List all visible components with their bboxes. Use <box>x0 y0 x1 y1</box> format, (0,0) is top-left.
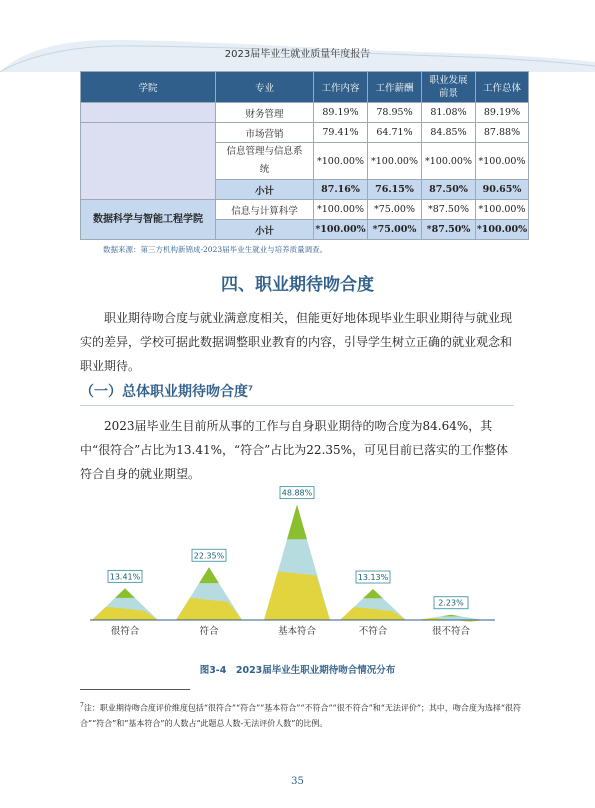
section-intro: 职业期待吻合度与就业满意度相关，但能更好地体现毕业生职业期待与就业现实的差异，学校可据此数据调整职业教育的内容，引导学生树立正确的就业观念和职业期待。 <box>80 311 513 373</box>
chart-bar-top <box>287 505 307 540</box>
major-cell: 市场营销 <box>216 123 314 143</box>
value-cell: *100.00% <box>476 143 529 180</box>
subsection-body: 2023届毕业生目前所从事的工作与自身职业期待的吻合度为84.64%，其中“很符合”占比为13.41%，“符合”占比为22.35%，可见目前已落实的工作整体符合自身的就业期望。 <box>80 419 509 481</box>
major-cell: 小计 <box>216 180 314 200</box>
value-cell: *100.00% <box>476 220 529 240</box>
value-cell: *100.00% <box>314 200 368 220</box>
chart-data-label: 13.13% <box>357 573 389 583</box>
col-header: 专业 <box>216 72 314 103</box>
value-cell: 87.50% <box>422 180 476 200</box>
chart-bar-top <box>363 589 383 598</box>
value-cell: *75.00% <box>368 220 422 240</box>
value-cell: 87.88% <box>476 123 529 143</box>
value-cell: 78.95% <box>368 103 422 123</box>
college-cell: 数据科学与智能工程学院 <box>81 200 216 240</box>
table-header-row <box>81 72 529 103</box>
value-cell: *100.00% <box>422 143 476 180</box>
value-cell: *100.00% <box>314 220 368 240</box>
satisfaction-table <box>80 71 529 240</box>
value-cell: 81.08% <box>422 103 476 123</box>
chart-bar-top <box>199 567 219 583</box>
chart-bar-bottom <box>264 572 330 620</box>
table-row <box>81 200 529 220</box>
value-cell: 84.85% <box>422 123 476 143</box>
value-cell: *100.00% <box>314 143 368 180</box>
figure-caption: 图3-4 2023届毕业生职业期待吻合情况分布 <box>199 665 396 676</box>
col-header: 学院 <box>81 72 216 103</box>
chart-data-label: 13.41% <box>109 572 141 582</box>
col-header: 工作内容 <box>314 72 368 103</box>
value-cell: *100.00% <box>368 143 422 180</box>
major-cell: 信息与计算科学 <box>216 200 314 220</box>
value-cell: 87.16% <box>314 180 368 200</box>
page-number: 35 <box>291 776 304 787</box>
major-cell: 财务管理 <box>216 103 314 123</box>
chart-bar-top <box>441 615 461 617</box>
col-header: 工作总体 <box>476 72 529 103</box>
footnote: $^7$注：职业期待吻合度评价维度包括“很符合”“符合”“基本符合”“不符合”“很不符合”和“无法评价”；其中，吻合度为选择“很符合”“符合”和“基本符合”的人数占“此题总人数-无法评价人数”的比例。 <box>80 702 521 728</box>
col-header: 工作薪酬 <box>368 72 422 103</box>
value-cell: *75.00% <box>368 200 422 220</box>
data-source-note: 数据来源：第三方机构新锦成-2023届毕业生就业与培养质量调查。 <box>103 245 328 254</box>
value-cell: *100.00% <box>476 200 529 220</box>
major-cell: 小计 <box>216 220 314 240</box>
chart-bar-bottom <box>176 598 242 620</box>
value-cell: 89.19% <box>314 103 368 123</box>
chart-category-label: 不符合 <box>358 626 388 637</box>
subsection-rule <box>80 405 514 406</box>
value-cell: *87.50% <box>422 220 476 240</box>
running-header: 2023届毕业生就业质量年度报告 <box>224 49 371 60</box>
chart-data-label: 22.35% <box>193 551 225 561</box>
expectation-match-chart <box>95 488 515 640</box>
value-cell: *87.50% <box>422 200 476 220</box>
chart-category-label: 符合 <box>199 626 219 637</box>
value-cell: 64.71% <box>368 123 422 143</box>
major-cell: 信息管理与信息系统 <box>216 143 314 180</box>
value-cell: 79.41% <box>314 123 368 143</box>
chart-category-label: 很符合 <box>110 626 140 637</box>
college-cell-empty <box>81 123 216 200</box>
table-row <box>81 103 529 123</box>
section-title: 四、职业期待吻合度 <box>221 275 374 295</box>
value-cell: 76.15% <box>368 180 422 200</box>
chart-data-label: 2.23% <box>438 598 464 608</box>
col-header: 职业发展前景 <box>422 72 476 103</box>
chart-category-label: 基本符合 <box>277 626 317 637</box>
value-cell: 89.19% <box>476 103 529 123</box>
value-cell: 90.65% <box>476 180 529 200</box>
footnote-rule <box>80 689 190 690</box>
subsection-title: （一）总体职业期待吻合度$^7$ <box>80 384 253 400</box>
chart-bar-top <box>115 588 135 597</box>
college-cell-empty <box>81 103 216 123</box>
chart-data-label: 48.88% <box>281 488 313 498</box>
chart-category-label: 很不符合 <box>431 626 471 637</box>
table-row <box>81 123 529 143</box>
